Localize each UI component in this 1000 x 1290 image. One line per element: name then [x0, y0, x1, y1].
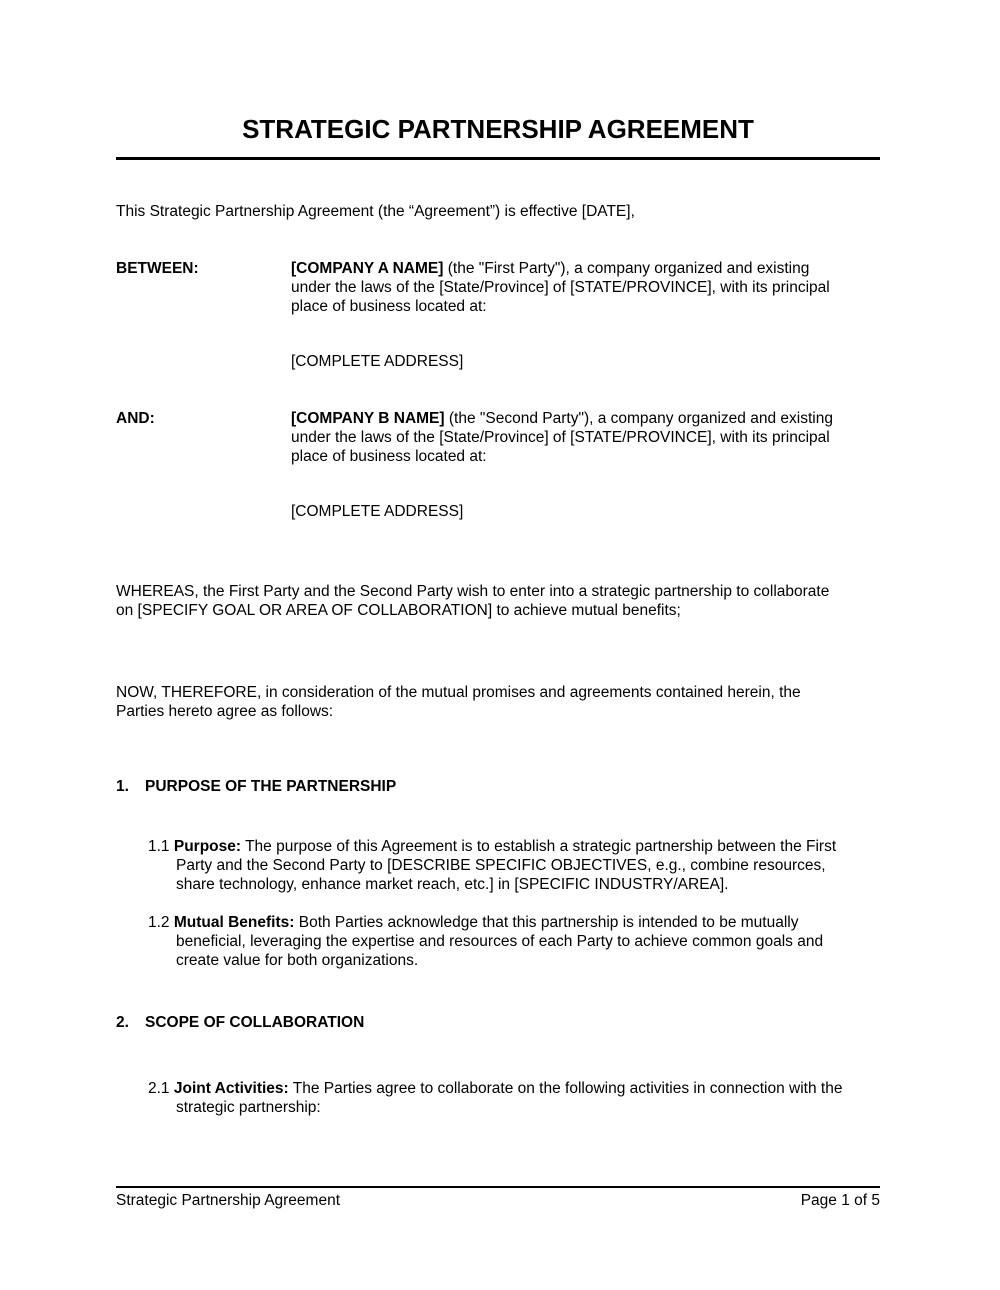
clause-2-1: 2.1 Joint Activities: The Parties agree to collaborate on the following activities in connection with the strategic partnership:	[148, 1080, 843, 1116]
clause-1-1: 1.1 Purpose: The purpose of this Agreement is to establish a strategic partnership between the First Party and the Second Party to [DESCRIBE SPECIFIC OBJECTIVES, e.g., combine resources, share technology, enhance market reach, etc.] in [SPECIFIC INDUSTRY/AREA].	[148, 838, 837, 893]
section-1-heading: 1. PURPOSE OF THE PARTNERSHIP	[116, 778, 397, 795]
footer-document-name: Strategic Partnership Agreement	[116, 1192, 341, 1209]
party-b-description: [COMPANY B NAME] (the "Second Party"), a company organized and existing under the laws of the [State/Province] of [STATE/PROVINCE], with its principal place of business located at:	[291, 410, 833, 465]
intro-paragraph: This Strategic Partnership Agreement (the “Agreement”) is effective [DATE],	[116, 203, 635, 220]
document-title: STRATEGIC PARTNERSHIP AGREEMENT	[242, 114, 754, 144]
party-b-label: AND:	[116, 410, 155, 427]
footer-page-number: Page 1 of 5	[800, 1192, 880, 1209]
party-a-name: [COMPANY A NAME]	[291, 260, 444, 277]
party-b-address: [COMPLETE ADDRESS]	[291, 503, 464, 520]
clause-1-2: 1.2 Mutual Benefits: Both Parties acknowledge that this partnership is intended to be mutually beneficial, leveraging the expertise and resources of each Party to achieve common goals and create value for both organizations.	[148, 914, 824, 969]
party-a-address: [COMPLETE ADDRESS]	[291, 353, 464, 370]
party-a-description: [COMPANY A NAME] (the "First Party"), a company organized and existing under the laws of the [State/Province] of [STATE/PROVINCE], with its principal place of business located at:	[291, 260, 830, 315]
footer-divider	[116, 1186, 880, 1188]
party-b-name: [COMPANY B NAME]	[291, 410, 445, 427]
party-a-label: BETWEEN:	[116, 260, 199, 277]
whereas-paragraph: WHEREAS, the First Party and the Second Party wish to enter into a strategic partnership to collaborate on [SPECIFY GOAL OR AREA OF COLLABORATION] to achieve mutual benefits;	[116, 583, 830, 619]
section-2-heading: 2. SCOPE OF COLLABORATION	[116, 1014, 365, 1031]
title-divider	[116, 157, 880, 160]
now-therefore-paragraph: NOW, THEREFORE, in consideration of the mutual promises and agreements contained herein, the Parties hereto agree as follows:	[116, 684, 801, 720]
